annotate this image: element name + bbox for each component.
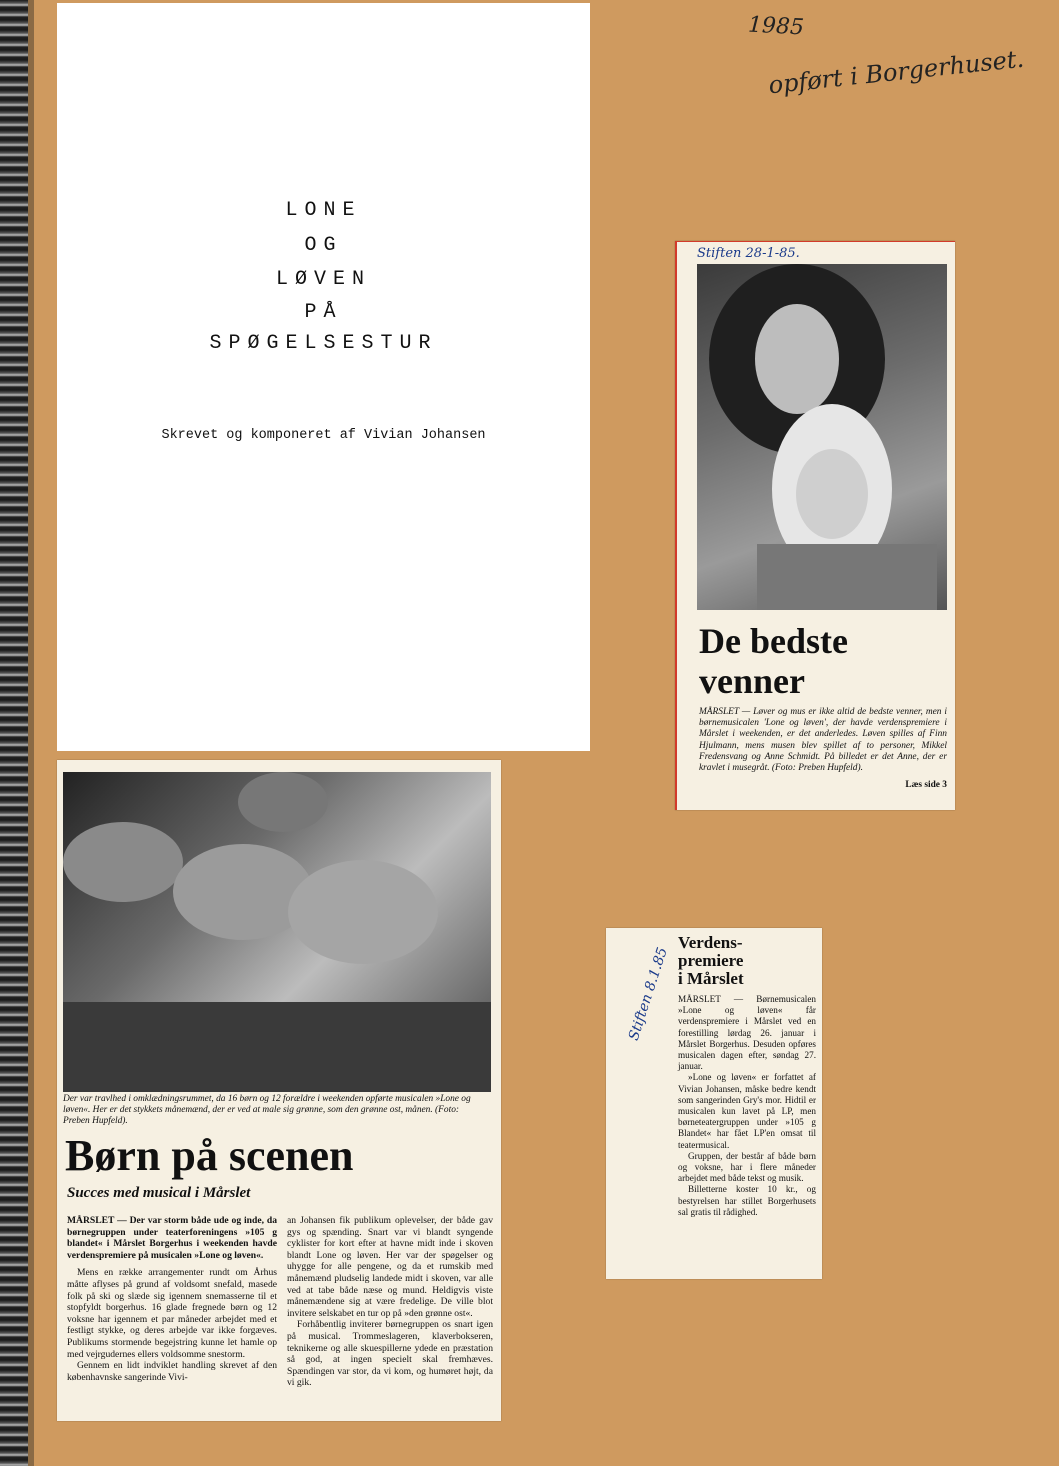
article-paragraph: Gennem en lidt indviklet handling skrevet af den københavnske sangerinde Vivi- [67,1360,277,1383]
article-paragraph: Forhåbentlig inviterer børnegruppen os snart igen på musical. Trommeslageren, klaverbokseren, teknikerne og alle skuespillerne ydede en præstation så god, at ingen specielt skal fremhæves. Spændingen var stor, da vi kom, og humøret højt, da vi gik. [287,1319,493,1389]
title-line: LONE [285,199,362,222]
handwritten-source-note: Stiften 8.1.85 [625,945,671,1043]
photo-illustration [63,772,491,1092]
title-line: LØVEN [275,268,371,291]
clipping-children-on-stage [57,760,501,1421]
headline-line: i Mårslet [678,969,744,988]
premiere-article [678,994,816,1218]
title-line: PÅ [304,301,343,324]
article-lead: MÅRSLET — Der var storm både ude og inde, da børnegruppen under teaterforeningens »105 g blandet« i Mårslet Borgerhus i weekenden havde verdenspremiere på musicalen »Lone og løven«. [67,1215,277,1261]
article-paragraph: Gruppen, der består af både børn og voksne, har i flere måneder arbejdet med både tekst og musik. [678,1150,816,1184]
photo-illustration [697,264,947,610]
clipping-headline: Børn på scenen [65,1131,354,1180]
clipping-world-premiere [606,928,822,1279]
title-page [57,3,590,751]
article-paragraph: »Lone og løven« er forfattet af Vivian Johansen, måske bedre kendt som sangerinden Gry's mor. Hidtil er musicalen kun lavet på LP, men børneteatergruppen under »105 g Blandet« har fået LP'en omsat til teatermusical. [678,1072,816,1150]
article-paragraph: an Johansen fik publikum oplevelser, der både gav gys og spænding. Snart var vi blandt syngende cyklister for kort efter at havne midt inde i skoven blandt Lone og løven. Her var der spøgelser og uhygge for alle pengene, og da et rumskib med månemænd pludselig landede midt i skoven, var alle ved at tabe både næse og mund. Heldigvis viste månemændene sig at være fredelige. De ville blot invitere selskabet en tur op på »den grønne ost«. [287,1215,493,1319]
photo-lion-and-mouse [697,264,947,610]
headline-line: premiere [678,951,744,970]
handwritten-note: opført i Borgerhuset. [767,44,1026,100]
article-paragraph: MÅRSLET — Børnemusicalen »Lone og løven« får verdenspremiere i Mårslet ved en forestilling lørdag 26. januar i Mårslet Borgerhus. Desuden opføres musicalen dagen efter, søndag 27. januar. [678,994,816,1072]
handwritten-year: 1985 [747,12,805,41]
clipping-subheadline: Succes med musical i Mårslet [67,1185,251,1201]
photo-dressing-room [63,772,491,1092]
spiral-binding [0,0,28,1466]
headline-line: Verdens- [678,933,743,952]
article-paragraph: Mens en række arrangementer rundt om Århus måtte aflyses på grund af voldsomt snefald, masede folk på ski og slæde sig igennem snemasserne til et stopfyldt borgerhus. 16 glade fregnede børn og 12 voksne har igennem et par måneder arbejdet med et festligt stykke, og deres arbejde var ikke forgæves. Publikums stormende begejstring kunne let hamle op med vejrgudernes ellers voldsomme snestorm. [67,1267,277,1360]
article-column-2 [287,1215,493,1389]
see-page-note: Læs side 3 [905,780,947,790]
title-line: OG [304,234,343,257]
article-column-1 [67,1215,277,1383]
headline-line: De bedste [699,621,848,661]
article-paragraph: Billetterne koster 10 kr., og bestyrelsen har stillet Borgerhusets sal gratis til rådighed. [678,1184,816,1217]
clipping-caption: MÅRSLET — Løver og mus er ikke altid de bedste venner, men i børnemusicalen 'Lone og løven', der havde verdenspremiere i Mårslet i weekenden, er det anderledes. Løven spilles af Finn Hjulmann, mens musen blev spillet af to personer, Mikkel Fredensvang og Anne Schmidt. På billedet er det Anne, der er kravlet i musegråt. (Foto: Preben Hupfeld). [699,707,947,774]
title-page-subtitle: Skrevet og komponeret af Vivian Johansen [161,428,486,443]
handwritten-source-note: Stiften 28-1-85. [697,246,800,261]
title-line: SPØGELSESTUR [209,332,438,355]
headline-line: venner [699,661,805,701]
photo-caption: Der var travlhed i omklædningsrummet, da 16 børn og 12 forældre i weekenden opførte musicalen »Lone og løven«. Her er det stykkets månemænd, der er ved at male sig grønne, som den grønne ost, månen. (Foto: Preben Hupfeld). [63,1094,471,1127]
clipping-best-friends [675,241,955,810]
binding-edge [28,0,34,1466]
